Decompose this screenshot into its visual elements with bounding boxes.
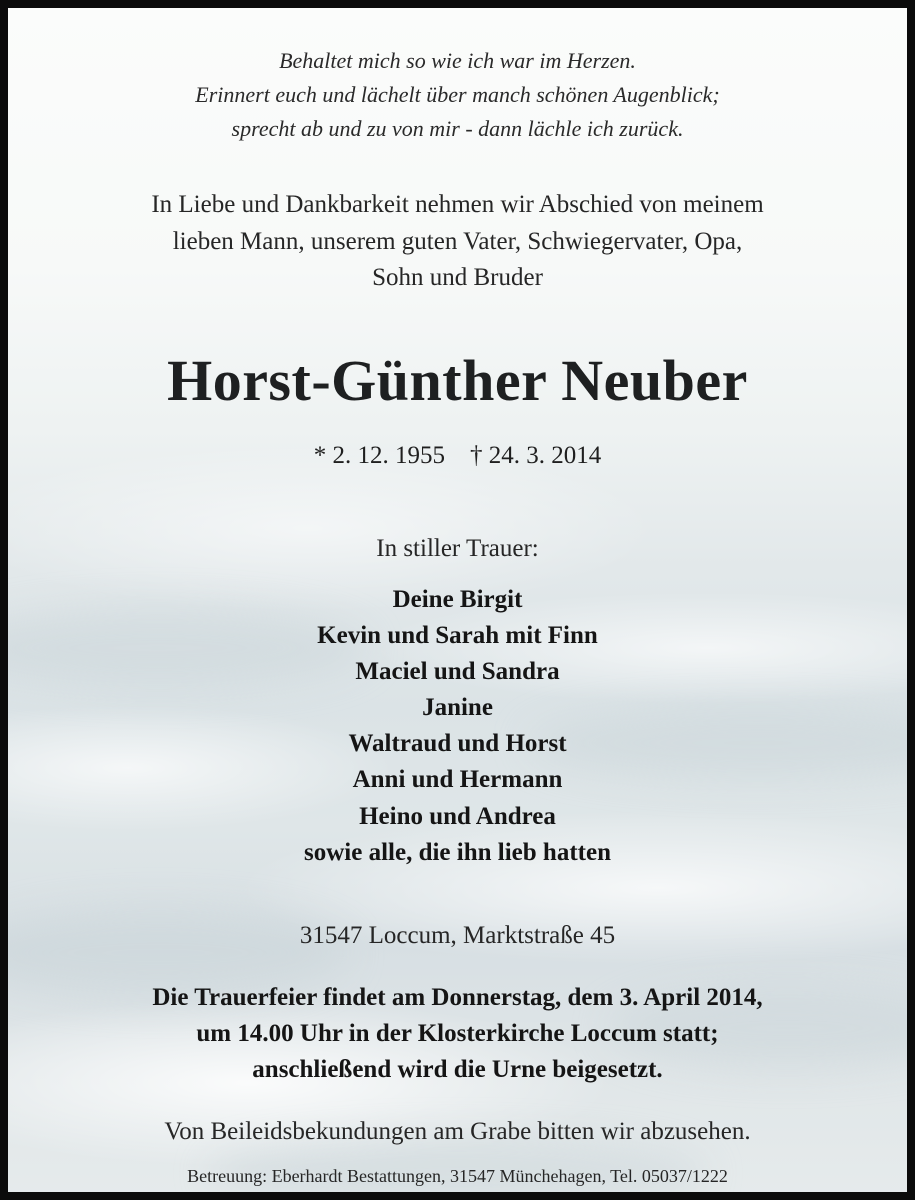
motto-line-1: Behaltet mich so wie ich war im Herzen. [279,48,636,73]
mourner-line: Anni und Hermann [352,766,563,793]
intro-line-3: Sohn und Bruder [372,264,543,291]
motto-line-3: sprecht ab und zu von mir - dann lächle ich zurück. [231,116,684,141]
mourner-line: Janine [422,694,493,721]
mourner-line: Kevin und Sarah mit Finn [317,622,598,649]
mourner-line: Maciel und Sandra [355,658,560,685]
ceremony-line-1: Die Trauerfeier findet am Donnerstag, dem 3. April 2014, [152,984,763,1011]
funeral-home-footer: Betreuung: Eberhardt Bestattungen, 31547 Münchehagen, Tel. 05037/1222 [187,1166,728,1186]
intro-line-1: In Liebe und Dankbarkeit nehmen wir Abschied von meinem [151,191,764,218]
mourner-line: Heino und Andrea [359,803,556,830]
mourner-line: Deine Birgit [392,586,523,613]
mourning-heading: In stiller Trauer: [376,535,539,562]
mourner-line: sowie alle, die ihn lieb hatten [304,839,611,866]
intro-line-2: lieben Mann, unserem guten Vater, Schwiegervater, Opa, [172,228,743,255]
deceased-name: Horst-Günther Neuber [167,348,748,413]
motto-line-2: Erinnert euch und lächelt über manch schönen Augenblick; [195,82,720,107]
ceremony-line-3: anschließend wird die Urne beigesetzt. [252,1056,663,1083]
address: 31547 Loccum, Marktstraße 45 [299,922,616,949]
condolence-note: Von Beileidsbekundungen am Grabe bitten wir abzusehen. [164,1118,751,1145]
life-dates: * 2. 12. 1955 † 24. 3. 2014 [313,442,602,469]
mourner-line: Waltraud und Horst [348,730,567,757]
ceremony-line-2: um 14.00 Uhr in der Klosterkirche Loccum statt; [196,1020,719,1047]
